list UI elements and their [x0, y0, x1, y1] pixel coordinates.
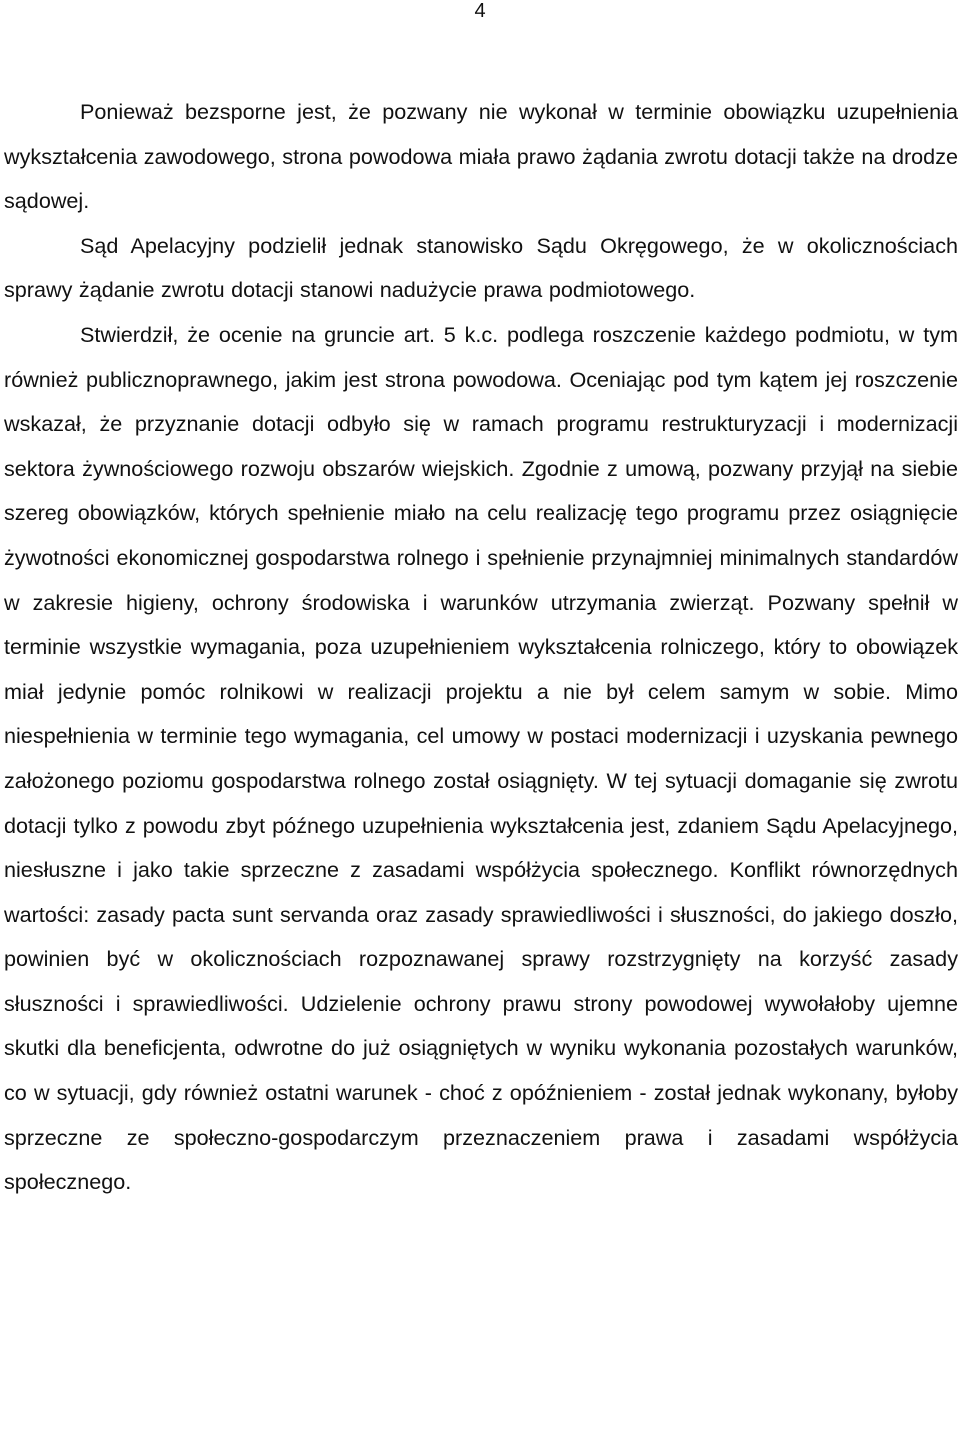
paragraph-appellate-court-position: Sąd Apelacyjny podzielił jednak stanowisko Sądu Okręgowego, że w okolicznościach sprawy żądanie zwrotu dotacji stanowi nadużycie prawa podmiotowego. — [4, 232, 958, 303]
paragraph-dotation-refund-right: Ponieważ bezsporne jest, że pozwany nie wykonał w terminie obowiązku uzupełnienia wykształcenia zawodowego, strona powodowa miała prawo żądania zwrotu dotacji także na drodze sądowej. — [4, 99, 958, 214]
page-number: 4 — [474, 0, 486, 22]
paragraph-article-5-assessment: Stwierdził, że ocenie na gruncie art. 5 k.c. podlega roszczenie każdego podmiotu, w tym również publicznoprawnego, jakim jest strona powodowa. Oceniając pod tym kątem jej roszczenie wskazał, że przyznanie dotacji odbyło się w ramach programu restrukturyzacji i modernizacji sektora żywnościowego rozwoju obszarów wiejskich. Zgodnie z umową, pozwany przyjął na siebie szereg obowiązków, których spełnienie miało na celu realizację tego programu przez osiągnięcie żywotności ekonomicznej gospodarstwa rolnego i spełnienie przynajmniej minimalnych standardów w zakresie higieny, ochrony środowiska i warunków utrzymania zwierząt. Pozwany spełnił w terminie wszystkie wymagania, poza uzupełnieniem wykształcenia rolniczego, który to obowiązek miał jedynie pomóc rolnikowi w realizacji projektu a nie był celem samym w sobie. Mimo niespełnienia w terminie tego wymagania, cel umowy w postaci modernizacji i uzyskania pewnego założonego poziomu gospodarstwa rolnego został osiągnięty. W tej sytuacji domaganie się zwrotu dotacji tylko z powodu zbyt późnego uzupełnienia wykształcenia jest, zdaniem Sądu Apelacyjnego, niesłuszne i jako takie sprzeczne z zasadami współżycia społecznego. Konflikt równorzędnych wartości: zasady pacta sunt servanda oraz zasady sprawiedliwości i słuszności, do jakiego doszło, powinien być w okolicznościach rozpoznawanej sprawy rozstrzygnięty na korzyść zasady słuszności i sprawiedliwości. Udzielenie ochrony prawu strony powodowej wywołałoby ujemne skutki dla beneficjenta, odwrotne do już osiągniętych w wyniku wykonania pozostałych warunków, co w sytuacji, gdy również ostatni warunek - choć z opóźnieniem - został jednak wykonany, byłoby sprzeczne ze społeczno-gospodarczym przeznaczeniem prawa i zasadami współżycia społecznego. — [4, 321, 958, 1195]
document-body — [4, 90, 958, 1205]
